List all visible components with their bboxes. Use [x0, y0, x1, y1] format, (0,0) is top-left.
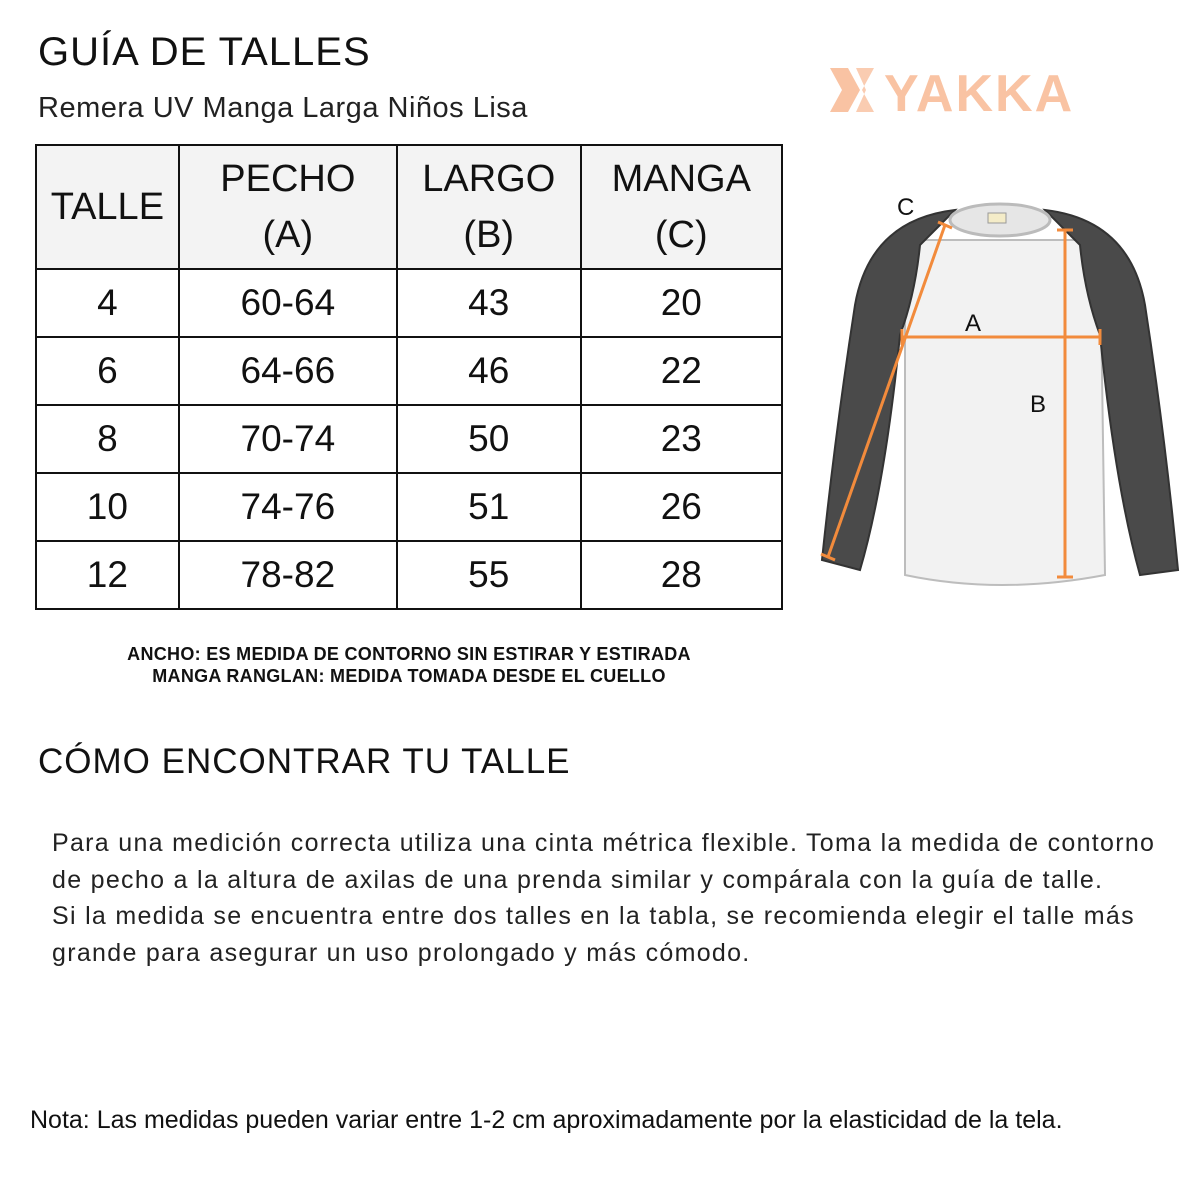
cell-manga: 23 — [581, 405, 782, 473]
table-row — [36, 405, 782, 473]
cell-largo: 50 — [397, 405, 581, 473]
header-largo-label: LARGO — [422, 158, 556, 200]
table-row — [36, 269, 782, 337]
how-to-paragraph-1: Para una medición correcta utiliza una cinta métrica flexible. Toma la medida de contorno de pecho a la altura de axilas de una prenda similar y compárala con la guía de talle. — [52, 829, 1156, 894]
cell-talle: 8 — [36, 405, 179, 473]
cell-talle: 12 — [36, 541, 179, 609]
product-subtitle: Remera UV Manga Larga Niños Lisa — [38, 92, 528, 124]
page-title: GUÍA DE TALLES — [38, 30, 371, 74]
header-pecho-sub: (A) — [262, 214, 314, 256]
how-to-title: CÓMO ENCONTRAR TU TALLE — [38, 742, 571, 781]
note-ancho: ANCHO: ES MEDIDA DE CONTORNO SIN ESTIRAR Y ESTIRADA — [127, 644, 691, 664]
header-largo-sub: (B) — [463, 214, 515, 256]
table-row — [36, 337, 782, 405]
measurement-notes — [35, 643, 783, 687]
header-manga — [581, 145, 782, 269]
cell-largo: 46 — [397, 337, 581, 405]
how-to-paragraph-2: Si la medida se encuentra entre dos talles en la tabla, se recomienda elegir el talle más grande para asegurar un uso prolongado y más cómodo. — [52, 902, 1135, 967]
yakka-logo — [826, 64, 1096, 116]
cell-largo: 51 — [397, 473, 581, 541]
cell-manga: 26 — [581, 473, 782, 541]
cell-pecho: 70-74 — [179, 405, 397, 473]
cell-talle: 6 — [36, 337, 179, 405]
cell-pecho: 78-82 — [179, 541, 397, 609]
table-header-row — [36, 145, 782, 269]
cell-talle: 4 — [36, 269, 179, 337]
header-manga-sub: (C) — [654, 214, 708, 256]
table-row — [36, 541, 782, 609]
shirt-body — [905, 240, 1105, 585]
header-largo — [397, 145, 581, 269]
cell-largo: 55 — [397, 541, 581, 609]
cell-pecho: 64-66 — [179, 337, 397, 405]
label-a: A — [965, 310, 982, 337]
cell-manga: 22 — [581, 337, 782, 405]
shirt-diagram — [810, 185, 1190, 605]
cell-largo: 43 — [397, 269, 581, 337]
header-pecho-label: PECHO — [220, 158, 356, 200]
shirt-label-tag — [988, 213, 1006, 223]
table-row — [36, 473, 782, 541]
header-pecho — [179, 145, 397, 269]
label-b: B — [1030, 391, 1047, 418]
size-table — [35, 144, 783, 610]
header-talle: TALLE — [36, 145, 179, 269]
cell-talle: 10 — [36, 473, 179, 541]
label-c: C — [897, 194, 915, 221]
cell-manga: 28 — [581, 541, 782, 609]
how-to-body — [52, 825, 1172, 971]
cell-pecho: 60-64 — [179, 269, 397, 337]
cell-pecho: 74-76 — [179, 473, 397, 541]
cell-manga: 20 — [581, 269, 782, 337]
note-manga-ranglan: MANGA RANGLAN: MEDIDA TOMADA DESDE EL CUELLO — [152, 666, 666, 686]
footer-note: Nota: Las medidas pueden variar entre 1-2 cm aproximadamente por la elasticidad de la tela. — [30, 1106, 1063, 1134]
logo-wordmark: YAKKA — [884, 65, 1075, 116]
header-manga-label: MANGA — [611, 158, 751, 200]
